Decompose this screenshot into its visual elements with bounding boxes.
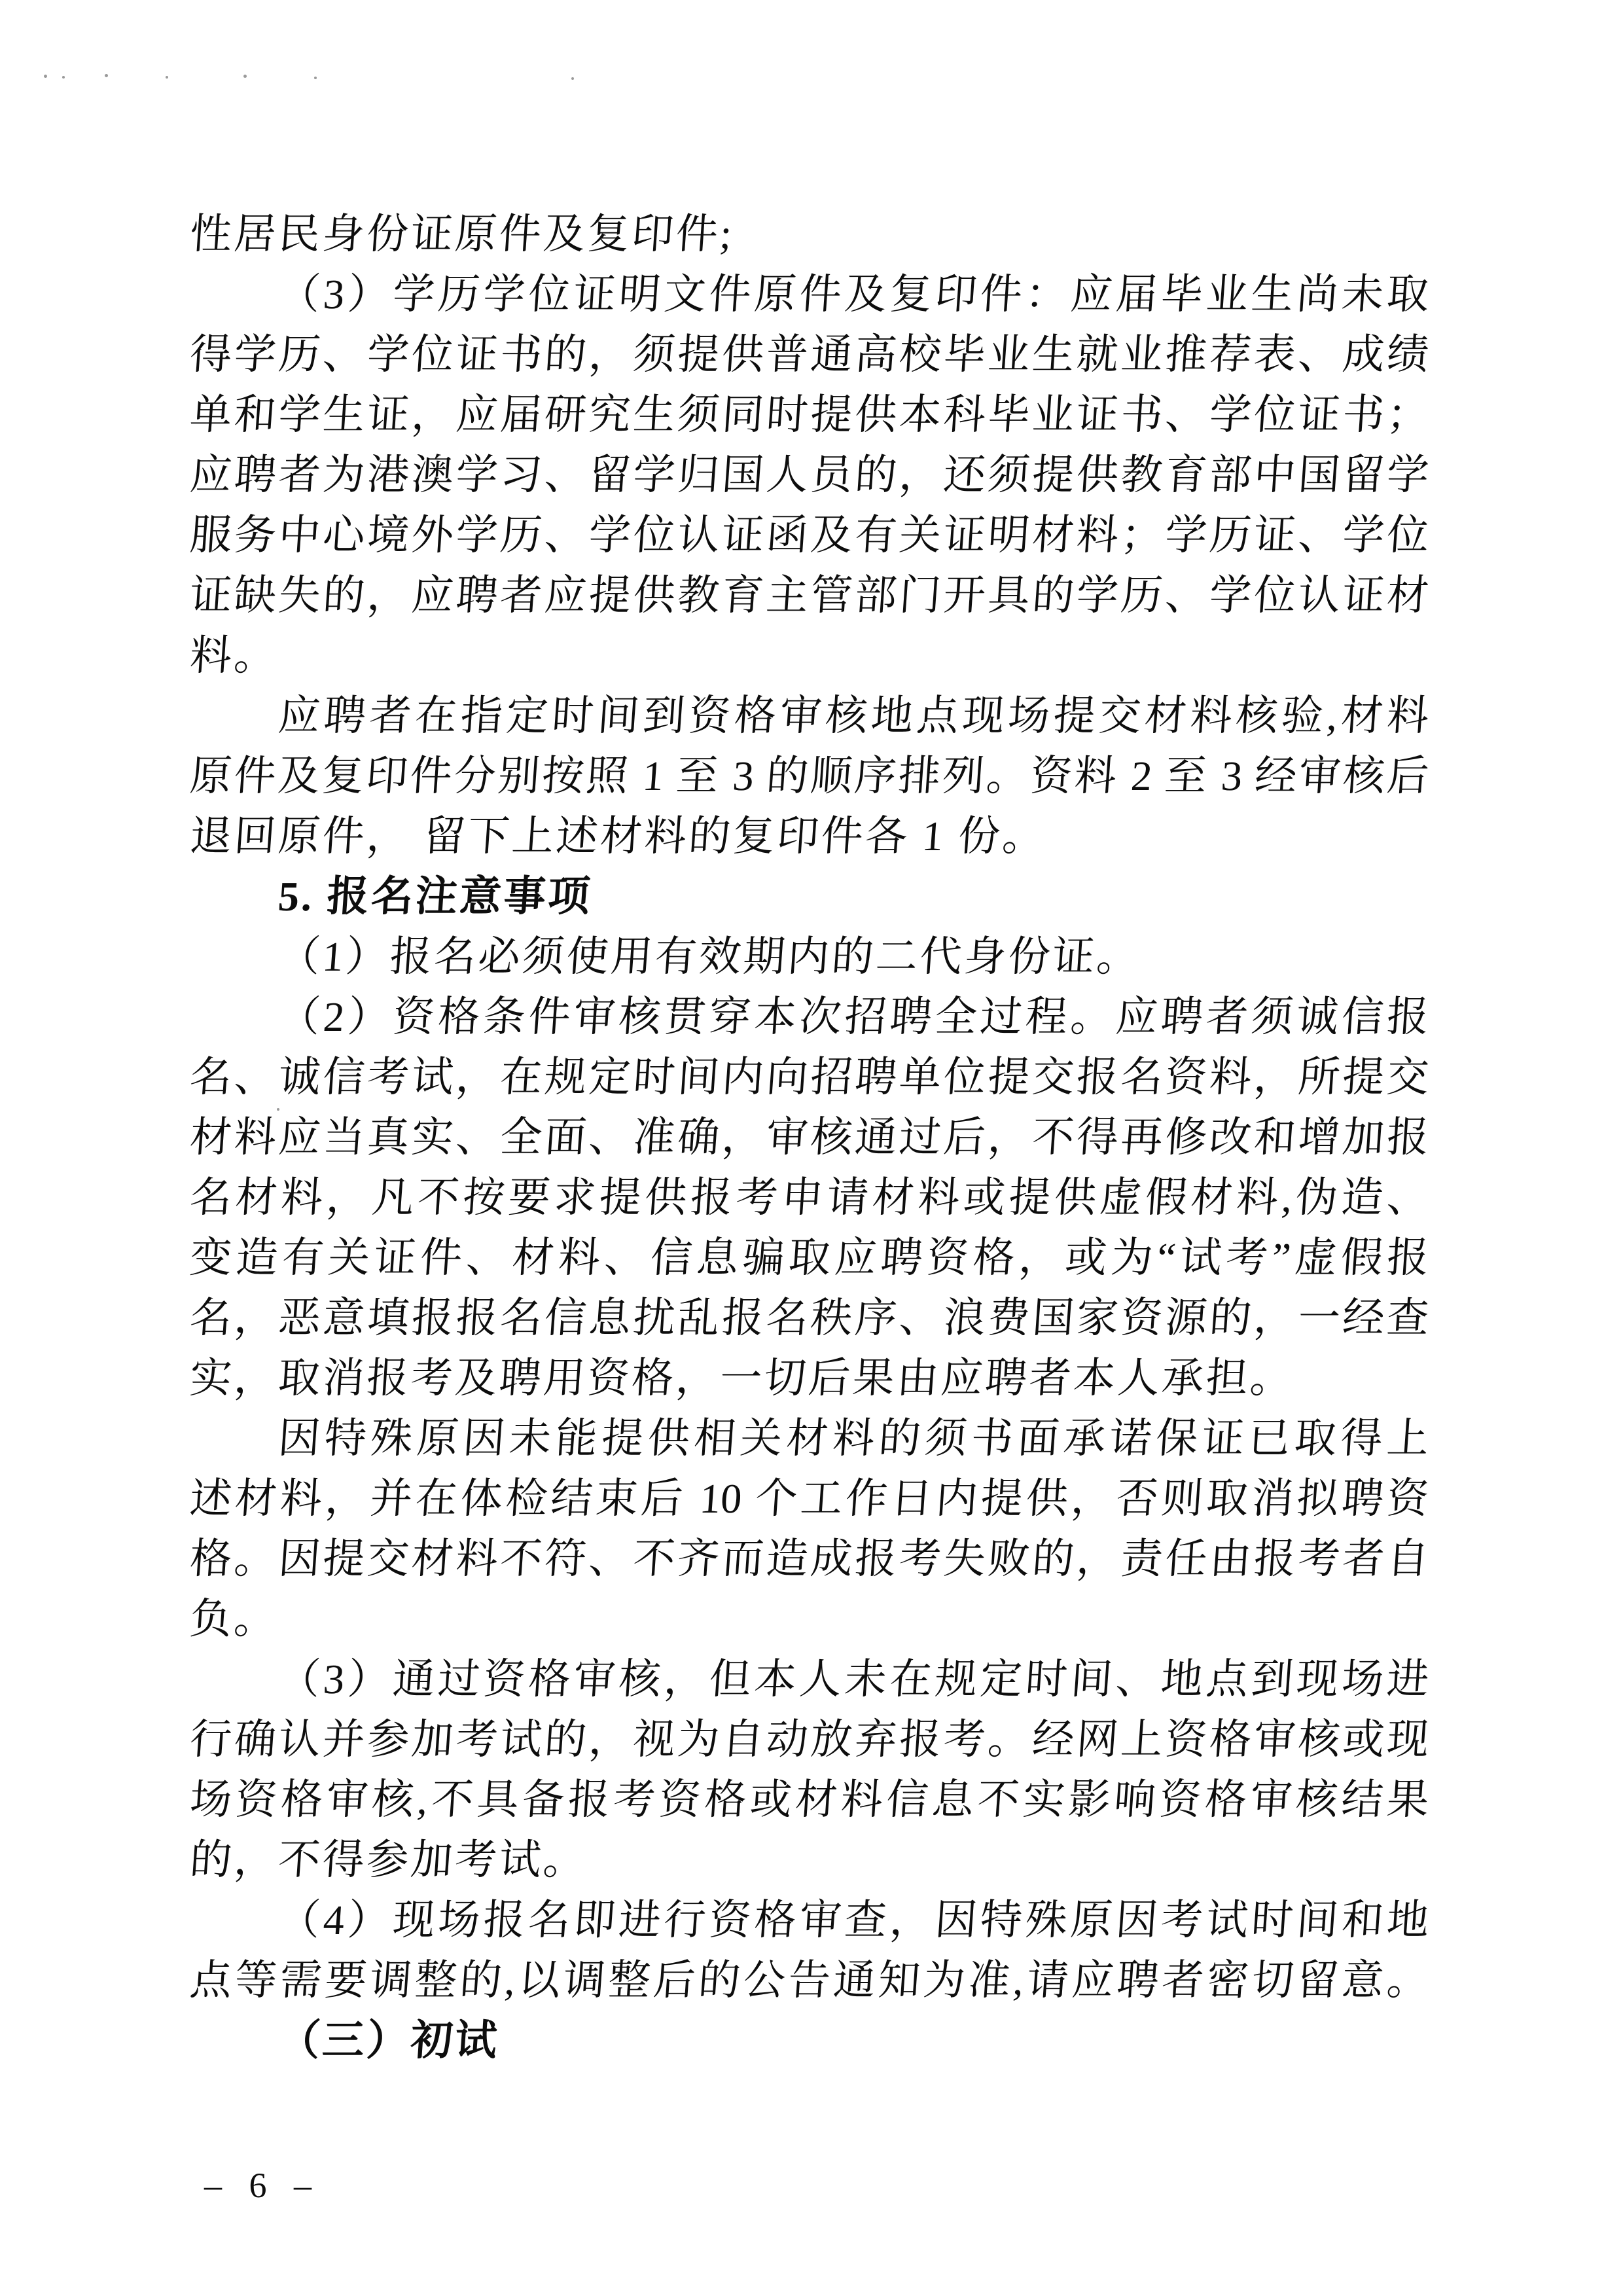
- text-line: （2）资格条件审核贯穿本次招聘全过程。应聘者须诚信报: [276, 994, 1431, 1040]
- text-line: 因特殊原因未能提供相关材料的须书面承诺保证已取得上: [276, 1415, 1431, 1462]
- scan-speck: [314, 77, 317, 79]
- scan-speck: [166, 76, 168, 79]
- scan-speck: [243, 75, 247, 78]
- text-line: 名、诚信考试，在规定时间内向招聘单位提交报名资料，所提交: [188, 1054, 1431, 1100]
- text-line: 实，取消报考及聘用资格，一切后果由应聘者本人承担。: [188, 1355, 1296, 1401]
- text-line: 原件及复印件分别按照 1 至 3 的顺序排列。资料 2 至 3 经审核后: [188, 753, 1431, 799]
- text-line: 料。: [188, 632, 280, 679]
- page-number: – 6 –: [204, 2166, 321, 2205]
- text-line: （3）学历学位证明文件原件及复印件：应届毕业生尚未取: [276, 271, 1431, 317]
- text-line: 格。因提交材料不符、不齐而造成报考失败的，责任由报考者自: [188, 1535, 1431, 1582]
- text-line: （1）报名必须使用有效期内的二代身份证。: [276, 933, 1143, 980]
- text-line: （4）现场报名即进行资格审查，因特殊原因考试时间和地: [276, 1897, 1431, 1943]
- scan-speck: [44, 75, 47, 78]
- text-line: 退回原件， 留下上述材料的复印件各 1 份。: [188, 813, 1048, 859]
- text-line: 应聘者在指定时间到资格审核地点现场提交材料核验,材料: [276, 692, 1431, 739]
- text-line: 述材料，并在体检结束后 10 个工作日内提供，否则取消拟聘资: [188, 1475, 1431, 1522]
- text-line: 名材料，凡不按要求提供报考申请材料或提供虚假材料,伪造、: [188, 1174, 1431, 1221]
- text-line: 名，恶意填报报名信息扰乱报名秩序、浪费国家资源的，一经查: [188, 1295, 1431, 1341]
- text-line: 应聘者为港澳学习、留学归国人员的，还须提供教育部中国留学: [188, 452, 1431, 498]
- document-body: [188, 204, 1431, 2071]
- scan-speck: [105, 74, 108, 77]
- text-line: 材料应当真实、全面、准确，审核通过后，不得再修改和增加报: [188, 1114, 1431, 1160]
- heading-line: 5. 报名注意事项: [276, 873, 594, 920]
- text-line: 证缺失的，应聘者应提供教育主管部门开具的学历、学位认证材: [188, 572, 1431, 619]
- scan-speck: [571, 77, 574, 80]
- text-line: 得学历、学位证书的，须提供普通高校毕业生就业推荐表、成绩: [188, 331, 1431, 378]
- heading-line: （三）初试: [276, 2017, 501, 2064]
- text-line: （3）通过资格审核，但本人未在规定时间、地点到现场进: [276, 1656, 1431, 1702]
- text-line: 点等需要调整的,以调整后的公告通知为准,请应聘者密切留意。: [188, 1957, 1431, 2003]
- text-line: 性居民身份证原件及复印件;: [188, 211, 736, 257]
- text-line: 的，不得参加考试。: [188, 1837, 590, 1883]
- text-line: 行确认并参加考试的，视为自动放弃报考。经网上资格审核或现: [188, 1716, 1431, 1763]
- text-line: 服务中心境外学历、学位认证函及有关证明材料；学历证、学位: [188, 512, 1431, 558]
- scan-speck: [62, 76, 65, 79]
- text-line: 场资格审核,不具备报考资格或材料信息不实影响资格审核结果: [188, 1776, 1431, 1823]
- text-line: 负。: [188, 1596, 280, 1642]
- text-line: 单和学生证，应届研究生须同时提供本科毕业证书、学位证书；: [188, 391, 1431, 438]
- text-line: 变造有关证件、材料、信息骗取应聘资格，或为“试考”虚假报: [188, 1234, 1431, 1281]
